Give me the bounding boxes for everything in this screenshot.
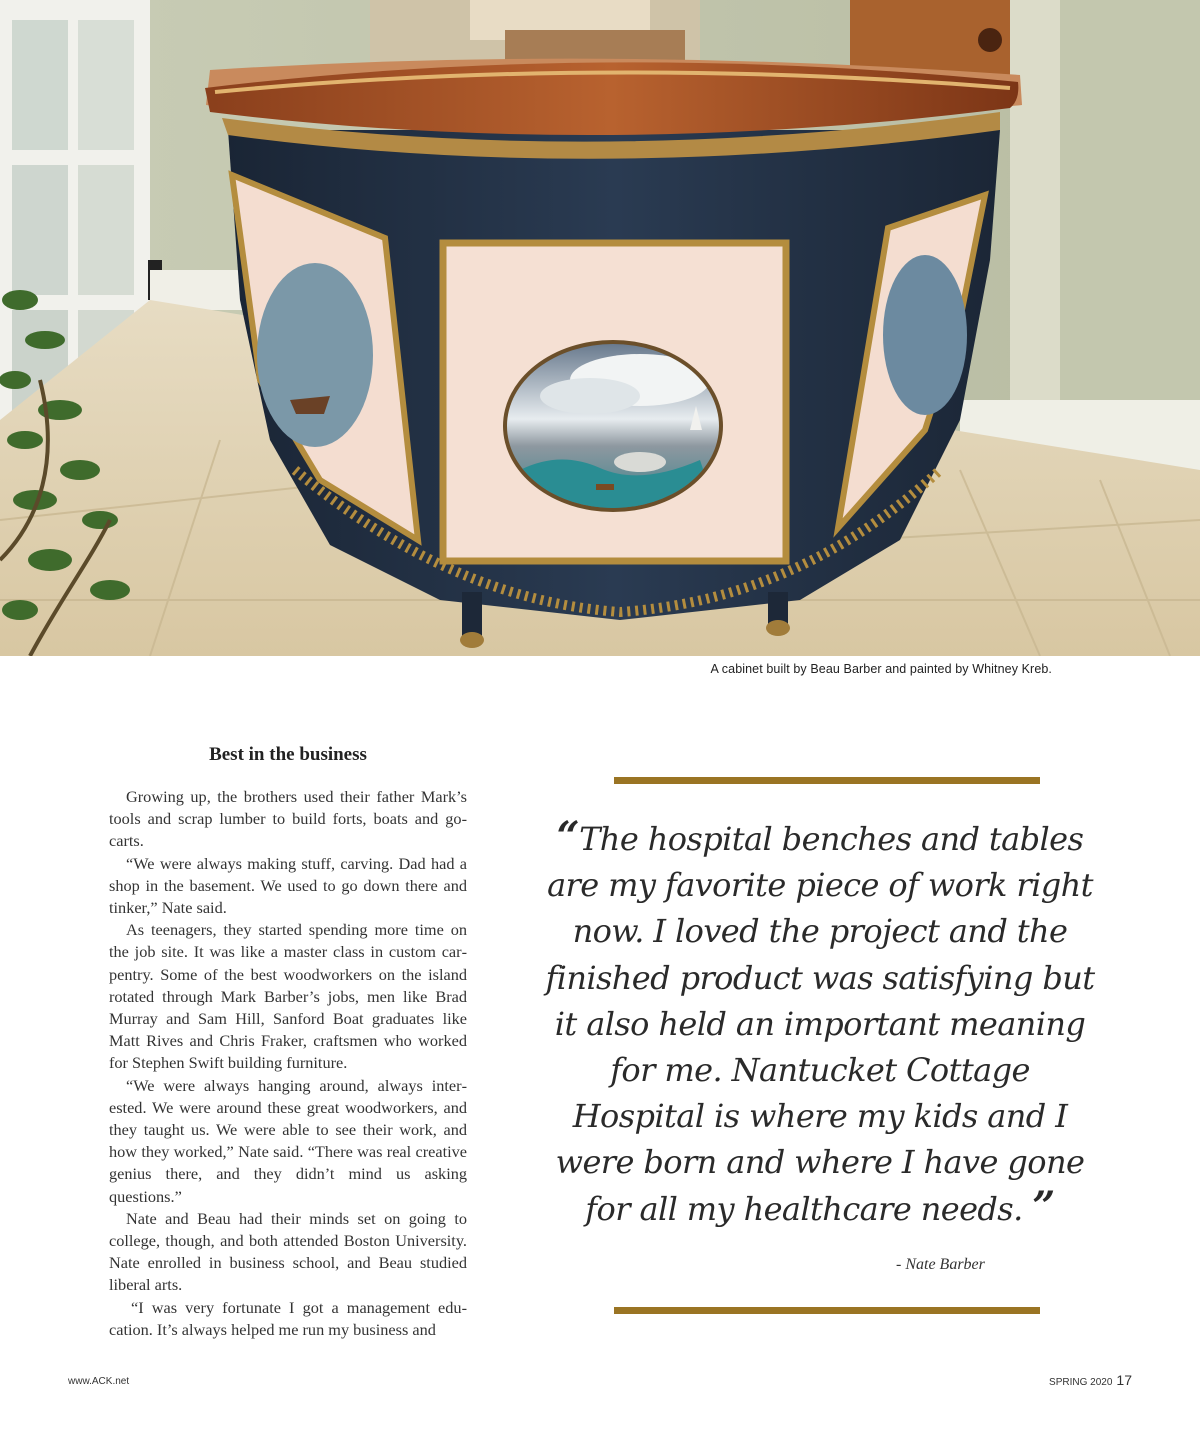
article-paragraph: “I was very fortunate I got a management education. It’s always helped me run my business and: [109, 1297, 467, 1339]
pull-quote: [540, 813, 1100, 1232]
cabinet-illustration: [0, 0, 1200, 656]
cabinet-photo: [0, 0, 1200, 656]
footer-website: www.ACK.net: [68, 1376, 130, 1387]
quote-bottom-rule: [614, 1307, 1040, 1314]
quote-attribution: - Nate Barber: [896, 1256, 985, 1273]
article-column: [109, 744, 467, 1341]
close-quote-mark: ”: [1032, 1182, 1055, 1230]
footer-season: SPRING 2020: [1049, 1377, 1113, 1388]
article-paragraph: Nate and Beau had their minds set on going to college, though, and both attended Boston University. Nate enrolled in business school, and Beau studied liberal arts.: [109, 1208, 467, 1295]
article-paragraph: “We were always hanging around, always interested. We were around these great woodworkers, and they taught us. We were able to see their work, and how they worked,” Nate said. “There was real creative genius there, and they didn’t mind us asking questions.”: [109, 1075, 467, 1206]
photo-caption: A cabinet built by Beau Barber and painted by Whitney Kreb.: [710, 662, 1052, 676]
open-quote-mark: “: [556, 813, 580, 860]
article-paragraph: “We were always making stuff, carving. Dad had a shop in the basement. We used to go down there and tinker,” Nate said.: [109, 853, 467, 918]
footer-folio: [1049, 1372, 1132, 1390]
page-number: 17: [1116, 1372, 1132, 1388]
article-paragraph: As teenagers, they started spending more time on the job site. It was like a master class in custom carpentry. Some of the best woodworkers on the island rotated through Mark Barber’s jobs, men like Brad Murray and Sam Hill, Sanford Boat graduates like Matt Rives and Chris Fraker, craftsmen who worked for Stephen Swift building furniture.: [109, 920, 467, 1073]
section-heading: Best in the business: [209, 744, 367, 765]
article-paragraph: Growing up, the brothers used their father Mark’s tools and scrap lumber to build forts, boats and go-carts.: [109, 787, 467, 851]
quote-top-rule: [614, 777, 1040, 784]
pull-quote-text: The hospital benches and tables are my favorite piece of work right now. I loved the project and the finished product was satisfying but it also held an important meaning for me. Nantucket Cottage Hospital is where my kids and I were born and where I have gone for all my healthcare needs.: [545, 820, 1095, 1228]
